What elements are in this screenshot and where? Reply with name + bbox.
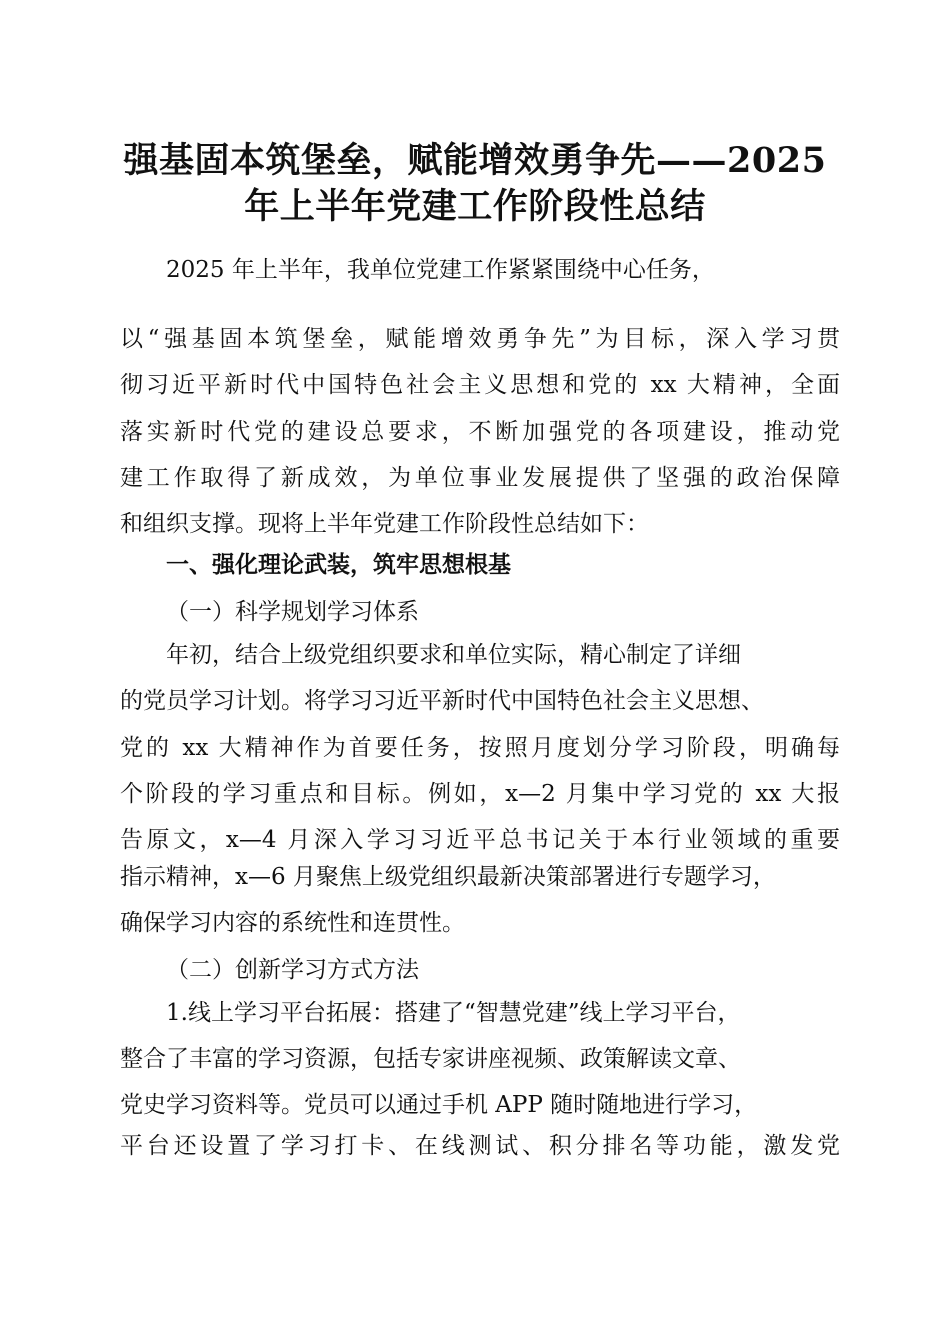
paragraph-line: 年初，结合上级党组织要求和单位实际，精心制定了详细 [166,642,741,668]
document-title-line-1: 强基固本筑堡垒，赋能增效勇争先——2025 [123,140,827,181]
paragraph-line: 告原文，x—4 月深入学习习近平总书记关于本行业领域的重要 [120,827,840,853]
subsection-heading: （一）科学规划学习体系 [166,599,419,625]
intro-line: 落实新时代党的建设总要求，不断加强党的各项建设，推动党 [120,419,840,445]
intro-line: 2025 年上半年，我单位党建工作紧紧围绕中心任务， [166,257,715,283]
paragraph-line: 确保学习内容的系统性和连贯性。 [120,910,465,936]
intro-line: 和组织支撑。现将上半年党建工作阶段性总结如下： [120,511,649,537]
intro-line: 建工作取得了新成效，为单位事业发展提供了坚强的政治保障 [120,465,840,491]
section-heading: 一、强化理论武装，筑牢思想根基 [166,552,511,578]
subsection-heading: （二）创新学习方式方法 [166,957,419,983]
paragraph-line: 个阶段的学习重点和目标。例如，x—2 月集中学习党的 xx 大报 [120,781,840,807]
paragraph-line: 指示精神，x—6 月聚焦上级党组织最新决策部署进行专题学习， [120,864,776,890]
intro-line: 彻习近平新时代中国特色社会主义思想和党的 xx 大精神，全面 [120,372,840,398]
document-title-line-2: 年上半年党建工作阶段性总结 [244,186,706,227]
paragraph-line: 平台还设置了学习打卡、在线测试、积分排名等功能，激发党 [120,1133,840,1159]
paragraph-line: 党史学习资料等。党员可以通过手机 APP 随时随地进行学习， [120,1092,758,1118]
paragraph-line: 的党员学习计划。将学习习近平新时代中国特色社会主义思想、 [120,688,764,714]
paragraph-line: 党的 xx 大精神作为首要任务，按照月度划分学习阶段，明确每 [120,735,840,761]
paragraph-line: 整合了丰富的学习资源，包括专家讲座视频、政策解读文章、 [120,1046,741,1072]
intro-line: 以“强基固本筑堡垒，赋能增效勇争先”为目标，深入学习贯 [120,326,840,352]
paragraph-line: 1.线上学习平台拓展：搭建了“智慧党建”线上学习平台， [166,1000,741,1026]
